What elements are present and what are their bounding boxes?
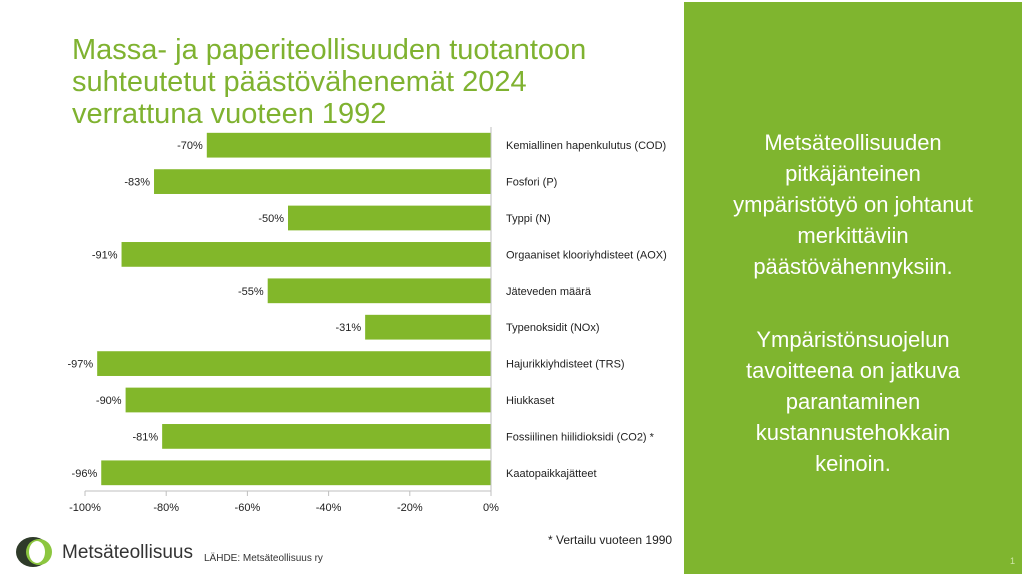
side-line: tavoitteena on jatkuva: [745, 358, 961, 383]
page-number: 1: [1010, 556, 1016, 566]
bar-data-label: -55%: [238, 285, 264, 298]
bar-data-label: -83%: [124, 176, 151, 189]
bar-data-label: -70%: [177, 140, 203, 153]
side-line: kustannustehokkain: [755, 420, 951, 445]
title-line-2: suhteutetut päästövähenemät 2024: [72, 66, 527, 98]
x-tick-label: -80%: [153, 502, 180, 514]
category-label: Fossiilinen hiilidioksidi (CO2) *: [506, 431, 654, 444]
metsateollisuus-logo-icon: [14, 535, 58, 569]
footnote: * Vertailu vuoteen 1990: [548, 533, 673, 547]
category-label: Typenoksidit (NOx): [506, 322, 600, 335]
bar: [207, 133, 491, 158]
title-line-1: Massa- ja paperiteollisuuden tuotantoon: [72, 34, 587, 66]
category-label: Fosfori (P): [506, 176, 558, 189]
side-paragraph-2: [684, 324, 1022, 479]
bar-data-label: -97%: [67, 358, 94, 371]
side-line: merkittäviin: [797, 223, 909, 248]
bar-data-label: -96%: [71, 467, 98, 480]
side-line: ympäristötyö on johtanut: [733, 192, 973, 217]
bar: [154, 169, 491, 194]
category-label: Orgaaniset klooriyhdisteet (AOX): [506, 249, 667, 262]
category-label: Kemiallinen hapenkulutus (COD): [506, 140, 667, 153]
bar-data-label: -50%: [258, 213, 284, 225]
x-tick-label: -20%: [396, 502, 423, 514]
bar: [122, 242, 491, 267]
bar: [365, 315, 491, 340]
brand-name: Metsäteollisuus: [62, 542, 193, 563]
category-label: Hiukkaset: [506, 395, 555, 407]
category-label: Kaatopaikkajätteet: [506, 467, 597, 480]
x-tick-label: -40%: [315, 502, 342, 514]
bar: [126, 388, 491, 413]
bar-data-label: -90%: [95, 395, 122, 407]
side-line: pitkäjänteinen: [785, 161, 921, 186]
bar: [162, 424, 491, 449]
source-note: LÄHDE: Metsäteollisuus ry: [204, 553, 323, 564]
x-tick-label: -60%: [234, 502, 261, 514]
bar: [97, 351, 491, 376]
bar-data-label: -91%: [91, 249, 118, 262]
x-tick-label: -100%: [69, 502, 101, 514]
side-line: Metsäteollisuuden: [764, 130, 942, 155]
category-label: Typpi (N): [506, 213, 551, 225]
x-tick-label: 0%: [483, 502, 499, 514]
side-line: Ympäristönsuojelun: [756, 327, 950, 352]
side-panel: [684, 2, 1022, 574]
category-label: Jäteveden määrä: [506, 285, 591, 298]
bar: [268, 278, 491, 303]
bar: [101, 460, 491, 485]
title-line-3: verrattuna vuoteen 1992: [72, 98, 387, 130]
category-label: Hajurikkiyhdisteet (TRS): [506, 358, 625, 371]
bar-data-label: -81%: [132, 431, 159, 444]
side-line: keinoin.: [815, 451, 891, 476]
side-paragraph-1: [684, 127, 1022, 282]
bar: [288, 206, 491, 231]
side-line: parantaminen: [785, 389, 921, 414]
side-line: päästövähennyksiin.: [753, 254, 953, 279]
bar-data-label: -31%: [335, 322, 362, 335]
